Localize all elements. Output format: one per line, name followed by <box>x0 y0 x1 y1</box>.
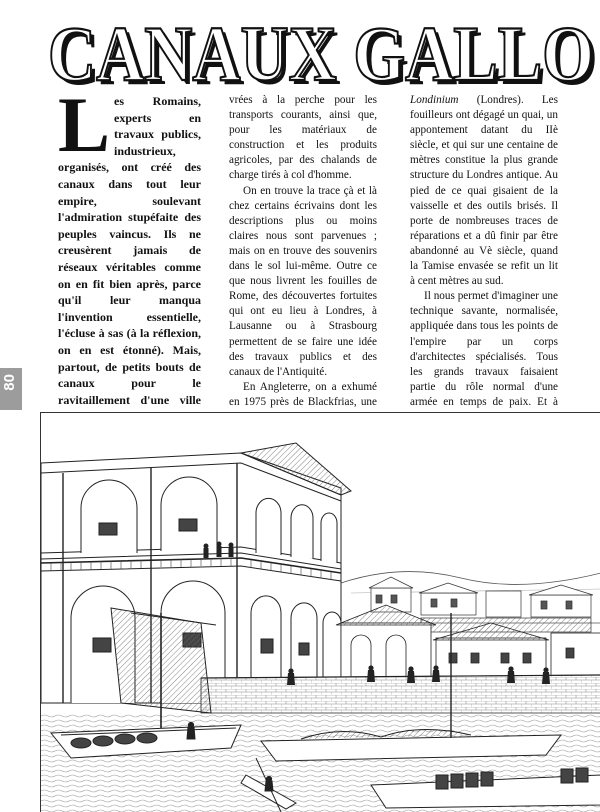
paragraph: On en trouve la trace çà et là chez certains écrivains dont les descriptions plus ou moins claires nous sont parvenues ; mais on en trouve des souvenirs dans le sol lui-même. Outre ce que nous livrent les fouilles de Rome, des découvertes fortuites qui ont eu lieu à Londres, à Lausanne ou à Strasbourg permettent de se faire une idée des travaux publics et des canaux de l'Antiquité. <box>229 184 377 378</box>
lead-text: es Romains, experts en travaux publics, industrieux, organisés, ont créé des canaux dans tout leur empire, soulevant l'admiration stupéfaite des peuples vaincus. Ils ne creusèrent jamais de réseaux véritables comme on en fit bien après, parce qu'il leur manqua l'invention essentielle, l'écluse à sas (à la réflexion, on en est étonné). Mais, partout, de petits bouts de canaux pour le ravitaillement d'une ville <box>58 94 201 407</box>
harbor-drawing <box>41 413 600 812</box>
page-number: 80 <box>1 374 18 391</box>
paragraph-text: (Londres). Les fouilleurs ont dégagé un quai, un appontement datant du IIè siècle, et qui sur une centaine de mètres constitue la plus grande structure du Londres antique. Au pied de ce quai gisaient de la vaisselle et des outils brisés. Il porte de nombreuses traces de réparations et a dû finir par être abandonné au Vè siècle, quand la Tamise envasée se refit un lit à cent mètres au sud. <box>410 94 558 288</box>
paragraph <box>410 93 558 289</box>
drop-cap: L <box>58 81 111 168</box>
place-name: Londinium <box>410 94 459 106</box>
title-outline-lettering <box>44 8 600 90</box>
title-text: CANAUX GALLO <box>48 10 594 90</box>
paragraph: vrées à la perche pour les transports courants, ainsi que, pour les matériaux de construction et les produits agricoles, par des chalands de charge tirés à col d'homme. <box>229 94 377 182</box>
title-shadow: CANAUX GALLO <box>52 14 598 90</box>
lead-paragraph <box>58 81 201 441</box>
page-title <box>44 8 600 90</box>
roman-canal-illustration <box>40 412 600 812</box>
quay-wall <box>201 675 600 713</box>
paragraph: En Angleterre, on a exhumé en 1975 près de Blackfrias, une <box>229 380 377 408</box>
paragraph: Il nous permet d'imaginer une technique savante, normalisée, appliquée dans tous les points de l'empire par un corps d'architectes spécialisés. Tous les grands travaux faisaient partie du rôle normal d'une armée en temps de paix. Et à <box>410 290 558 408</box>
